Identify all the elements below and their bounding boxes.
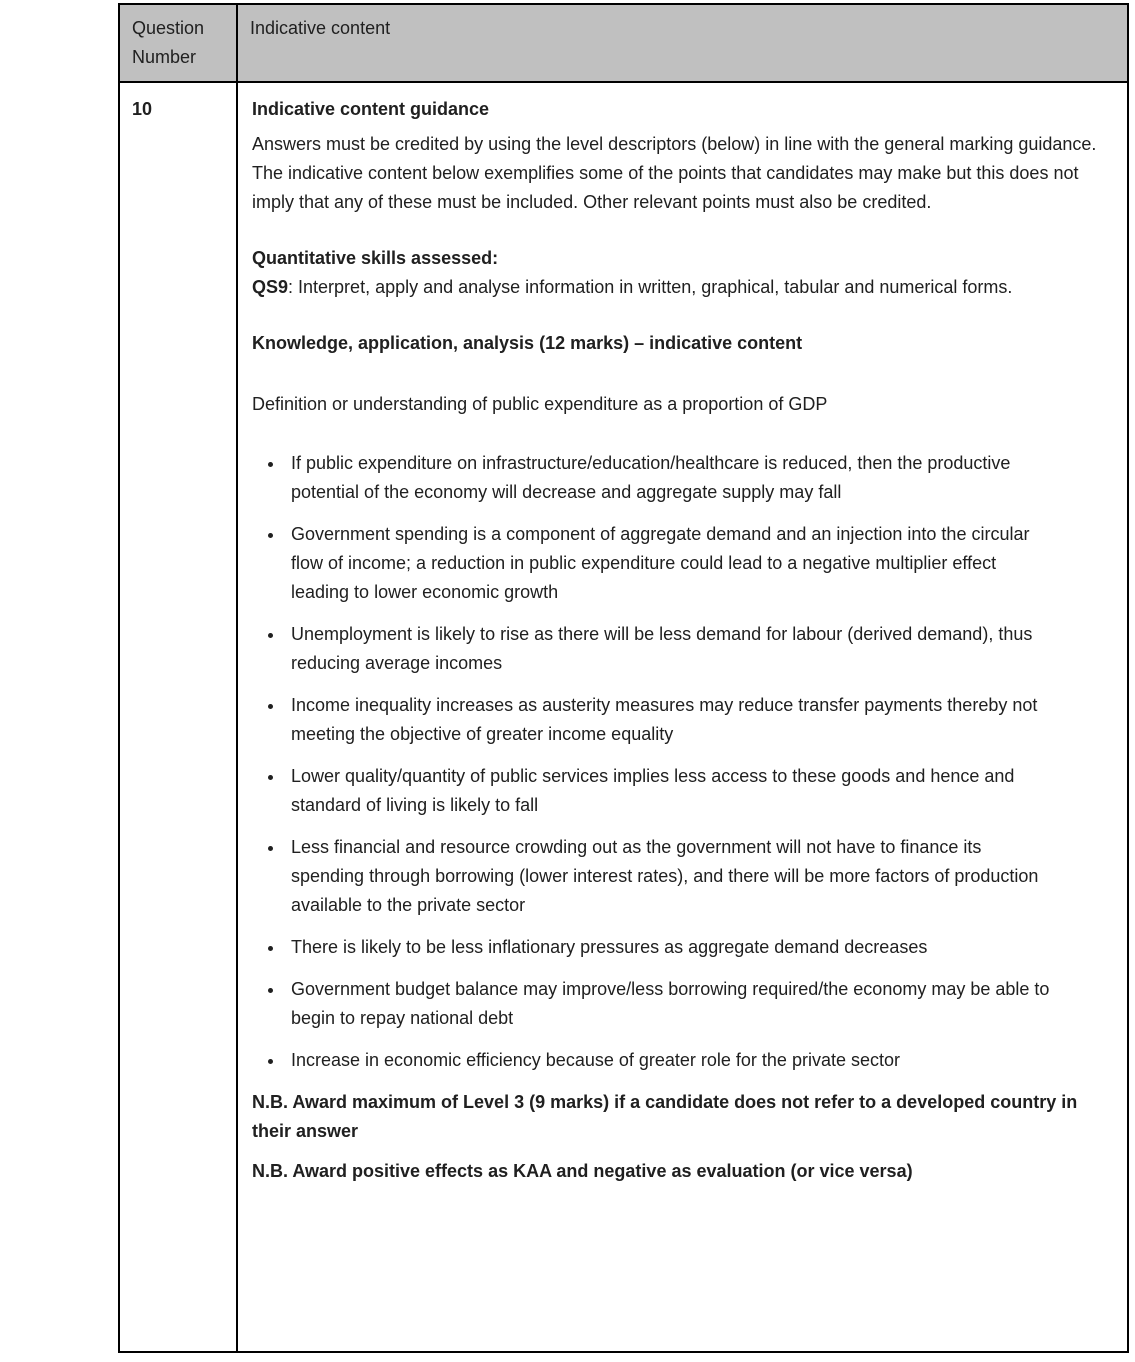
bullet-item: • Lower quality/quantity of public services implies less access to these goods and hence and standard of living is likely to fall: [285, 762, 1057, 820]
question-number-cell: 10: [120, 83, 238, 1351]
guidance-paragraph: Answers must be credited by using the level descriptors (below) in line with the general marking guidance. The indicative content below exemplifies some of the points that candidates may make but this does not imply that any of these must be included. Other relevant points must also be credited.: [252, 134, 1097, 212]
indicative-content-cell: [238, 83, 1127, 1351]
bullet-item: • Unemployment is likely to rise as there will be less demand for labour (derived demand), thus reducing average incomes: [285, 620, 1057, 678]
indicative-content-header: Indicative content: [238, 5, 1127, 83]
bullet-item: • Less financial and resource crowding out as the government will not have to finance its spending through borrowing (lower interest rates), and there will be more factors of production available to the private sector: [285, 833, 1057, 920]
bullet-item: • Government spending is a component of aggregate demand and an injection into the circular flow of income; a reduction in public expenditure could lead to a negative multiplier effect leading to lower economic growth: [285, 520, 1057, 607]
definition-paragraph: Definition or understanding of public expenditure as a proportion of GDP: [252, 394, 828, 414]
quant-skills-heading: Quantitative skills assessed:: [252, 248, 499, 268]
bullet-item: • There is likely to be less inflationary pressures as aggregate demand decreases: [285, 933, 1057, 962]
bullet-item: • Government budget balance may improve/less borrowing required/the economy may be able to begin to repay national debt: [285, 975, 1057, 1033]
qs9-text: : Interpret, apply and analyse information in written, graphical, tabular and numerical forms.: [288, 277, 1013, 297]
guidance-heading: Indicative content guidance: [252, 99, 490, 119]
mark-scheme-table: [118, 3, 1129, 1353]
kaa-heading: Knowledge, application, analysis (12 marks) – indicative content: [252, 333, 803, 353]
qs9-label: QS9: [252, 277, 289, 297]
nb-note-2: N.B. Award positive effects as KAA and negative as evaluation (or vice versa): [252, 1161, 913, 1181]
question-number-header: Question Number: [120, 5, 238, 83]
bullet-item: • Income inequality increases as austerity measures may reduce transfer payments thereby not meeting the objective of greater income equality: [285, 691, 1057, 749]
quantitative-skills-block: [252, 244, 1111, 302]
bullet-item: • Increase in economic efficiency because of greater role for the private sector: [285, 1046, 1057, 1075]
bullet-item: • If public expenditure on infrastructure/education/healthcare is reduced, then the productive potential of the economy will decrease and aggregate supply may fall: [285, 449, 1057, 507]
indicative-bullet-list: [252, 449, 1057, 1075]
nb-note-1: N.B. Award maximum of Level 3 (9 marks) if a candidate does not refer to a developed country in their answer: [252, 1092, 1078, 1141]
quant-skills-line: [252, 273, 1111, 302]
